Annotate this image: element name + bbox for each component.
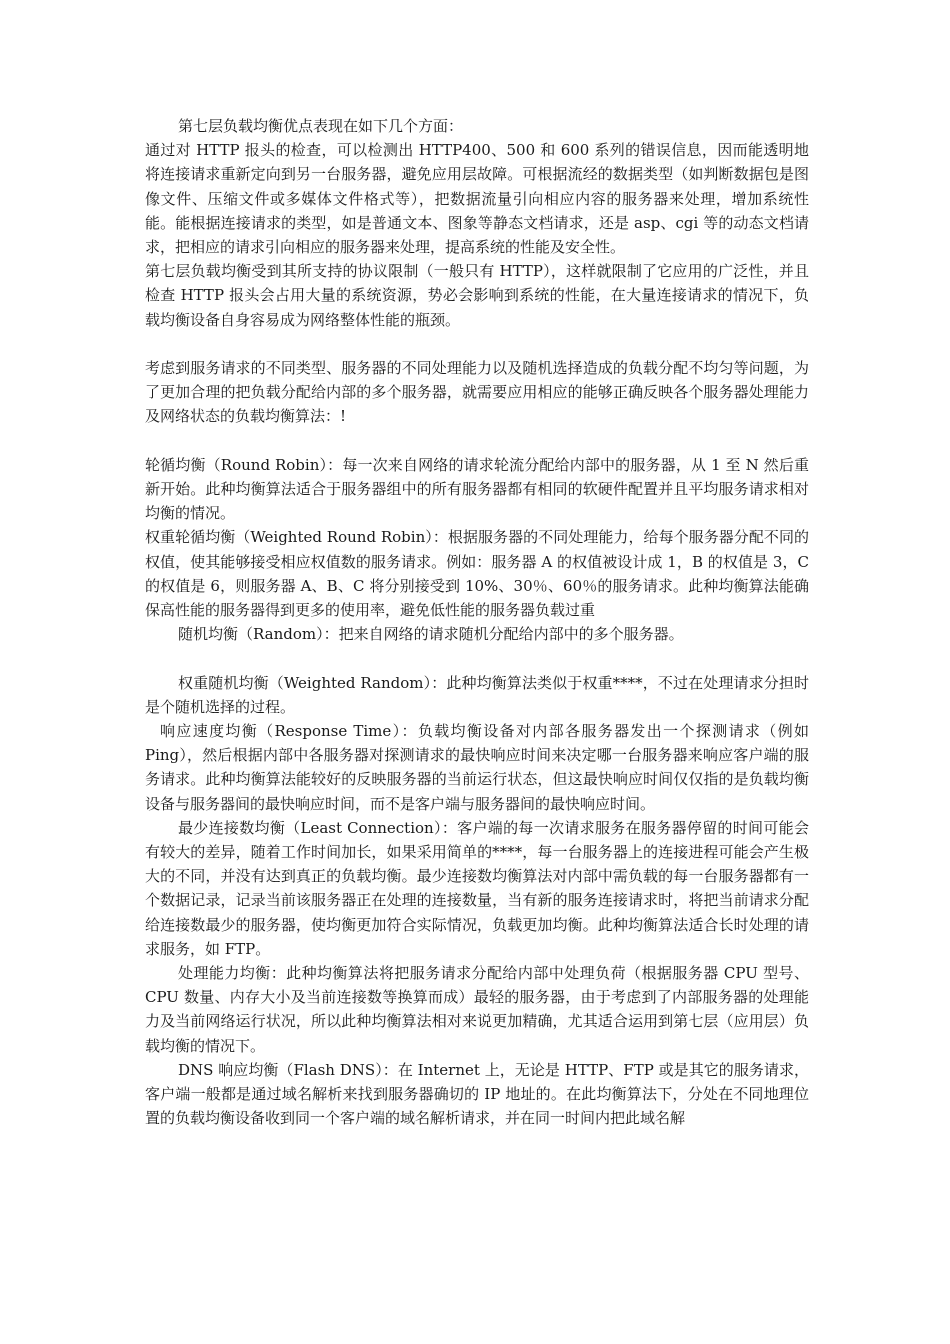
paragraph-weighted-round-robin: 权重轮循均衡（Weighted Round Robin）：根据服务器的不同处理能力，给每个服务器分配不同的权值，使其能够接受相应权值数的服务请求。例如：服务器 A 的权值被设计成 1，B 的权值是 3，C 的权值是 6，则服务器 A、B、C 将分别接受到 10%、30％、60％的服务请求。此种均衡算法能确保高性能的服务器得到更多的使用率，避免低性能的服务器负载过重 bbox=[145, 528, 809, 620]
paragraph-weighted-random: 权重随机均衡（Weighted Random）：此种均衡算法类似于权重****，不过在处理请求分担时是个随机选择的过程。 bbox=[145, 673, 809, 716]
document-body bbox=[145, 114, 809, 1130]
blank-line bbox=[145, 646, 809, 670]
paragraph-least-connection: 最少连接数均衡（Least Connection）：客户端的每一次请求服务在服务器停留的时间可能会有较大的差异，随着工作时间加长，如果采用简单的****，每一台服务器上的连接进程可能会产生极大的不同，并没有达到真正的负载均衡。最少连接数均衡算法对内部中需负载的每一台服务器都有一个数据记录，记录当前该服务器正在处理的连接数量，当有新的服务连接请求时，将把当前请求分配给连接数最少的服务器，使均衡更加符合实际情况，负载更加均衡。此种均衡算法适合长时处理的请求服务，如 FTP。 bbox=[145, 818, 809, 958]
paragraph-response-time: 响应速度均衡（Response Time）：负载均衡设备对内部各服务器发出一个探测请求（例如 Ping），然后根据内部中各服务器对探测请求的最快响应时间来决定哪一台服务器来响应客户端的服务请求。此种均衡算法能较好的反映服务器的当前运行状态，但这最快响应时间仅仅指的是负载均衡设备与服务器间的最快响应时间，而不是客户端与服务器间的最快响应时间。 bbox=[145, 722, 809, 813]
paragraph-layer7-limitations: 第七层负载均衡受到其所支持的协议限制（一般只有 HTTP），这样就限制了它应用的广泛性，并且检查 HTTP 报头会占用大量的系统资源，势必会影响到系统的性能，在大量连接请求的情况下，负载均衡设备自身容易成为网络整体性能的瓶颈。 bbox=[145, 262, 809, 329]
blank-line bbox=[145, 429, 809, 453]
blank-line bbox=[145, 332, 809, 356]
paragraph-round-robin: 轮循均衡（Round Robin）：每一次来自网络的请求轮流分配给内部中的服务器，从 1 至 N 然后重新开始。此种均衡算法适合于服务器组中的所有服务器都有相同的软硬件配置并且平均服务请求相对均衡的情况。 bbox=[145, 455, 809, 523]
paragraph-random: 随机均衡（Random）：把来自网络的请求随机分配给内部中的多个服务器。 bbox=[178, 625, 684, 644]
paragraph-processing-capacity: 处理能力均衡：此种均衡算法将把服务请求分配给内部中处理负荷（根据服务器 CPU 型号、CPU 数量、内存大小及当前连接数等换算而成）最轻的服务器，由于考虑到了内部服务器的处理能力及当前网络运行状况，所以此种均衡算法相对来说更加精确，尤其适合运用到第七层（应用层）负载均衡的情况下。 bbox=[145, 964, 809, 1055]
paragraph-flash-dns: DNS 响应均衡（Flash DNS）：在 Internet 上，无论是 HTTP、FTP 或是其它的服务请求，客户端一般都是通过域名解析来找到服务器确切的 IP 地址的。在此均衡算法下，分处在不同地理位置的负载均衡设备收到同一个客户端的域名解析请求，并在同一时间内把此域名解 bbox=[145, 1060, 809, 1128]
paragraph-algorithms-intro: 考虑到服务请求的不同类型、服务器的不同处理能力以及随机选择造成的负载分配不均匀等问题，为了更加合理的把负载分配给内部的多个服务器，就需要应用相应的能够正确反映各个服务器处理能力及网络状态的负载均衡算法：! bbox=[145, 359, 809, 426]
paragraph-layer7-advantages-heading: 第七层负载均衡优点表现在如下几个方面： bbox=[178, 117, 464, 135]
paragraph-http-header-check: 通过对 HTTP 报头的检查，可以检测出 HTTP400、500 和 600 系列的错误信息，因而能透明地将连接请求重新定向到另一台服务器，避免应用层故障。可根据流经的数据类型（如判断数据包是图像文件、压缩文件或多媒体文件格式等），把数据流量引向相应内容的服务器来处理，增加系统性能。能根据连接请求的类型，如是普通文本、图象等静态文档请求，还是 asp、cgi 等的动态文档请求，把相应的请求引向相应的服务器来处理，提高系统的性能及安全性。 bbox=[145, 141, 809, 257]
